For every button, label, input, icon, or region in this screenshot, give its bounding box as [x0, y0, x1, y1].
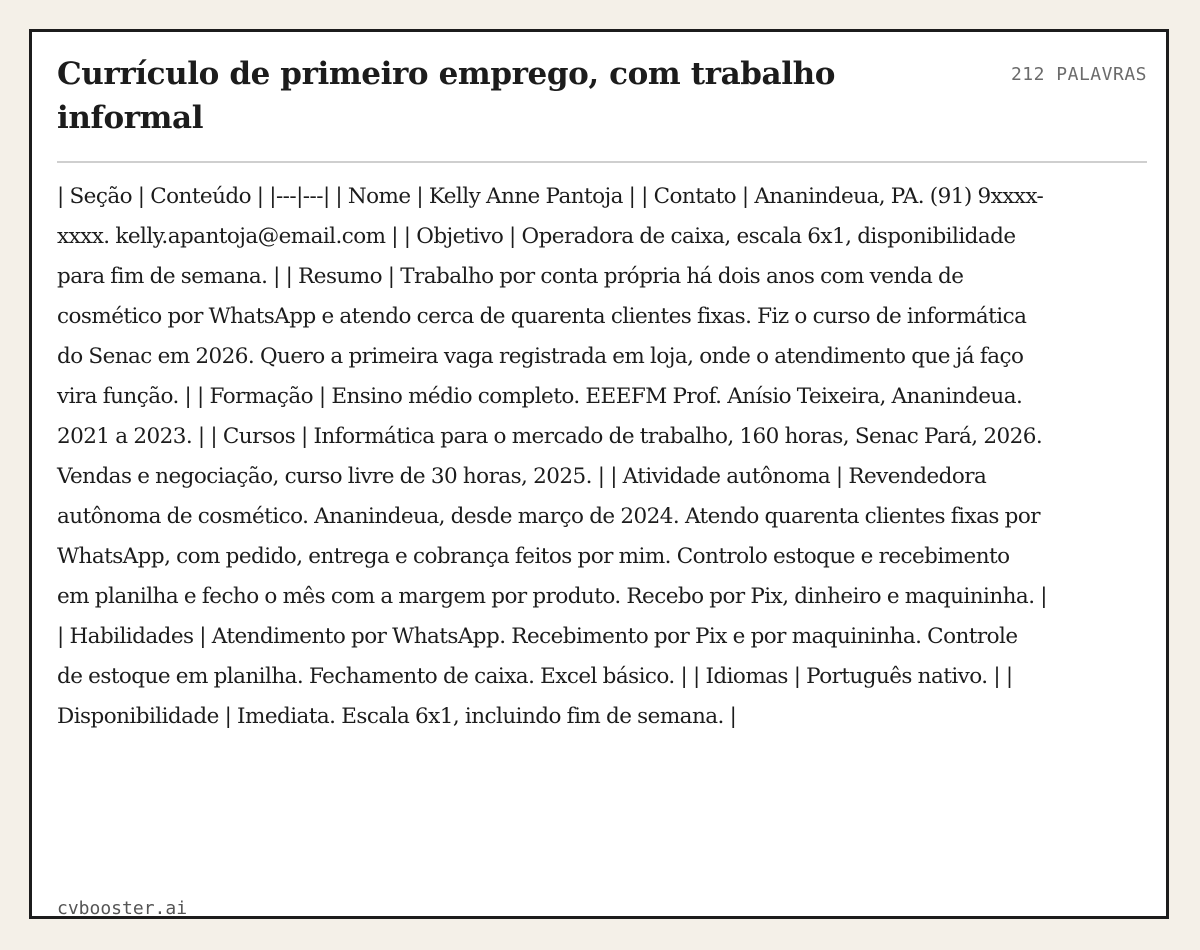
document-title: Currículo de primeiro emprego, com trabalho informal — [57, 56, 836, 136]
word-count-badge: 212 PALAVRAS — [1010, 64, 1147, 85]
footer-brand: cvbooster.ai — [57, 898, 188, 919]
header-divider — [57, 161, 1147, 163]
card-header — [57, 52, 1147, 140]
resume-card — [29, 29, 1169, 919]
document-body: | Seção | Conteúdo | |---|---| | Nome | Kelly Anne Pantoja | | Contato | Ananindeua, PA. (91) 9xxxx-xxxx. kelly.apantoja@email.com | | Objetivo | Operadora de caixa, escala 6x1, disponibilidade para fim de semana. | | Resumo | Trabalho por conta própria há dois anos com venda de cosmético por WhatsApp e atendo cerca de quarenta clientes fixas. Fiz o curso de informática do Senac em 2026. Quero a primeira vaga registrada em loja, onde o atendimento que já faço vira função. | | Formação | Ensino médio completo. EEEFM Prof. Anísio Teixeira, Ananindeua. 2021 a 2023. | | Cursos | Informática para o mercado de trabalho, 160 horas, Senac Pará, 2026. Vendas e negociação, curso livre de 30 horas, 2025. | | Atividade autônoma | Revendedora autônoma de cosmético. Ananindeua, desde março de 2024. Atendo quarenta clientes fixas por WhatsApp, com pedido, entrega e cobrança feitos por mim. Controlo estoque e recebimento em planilha e fecho o mês com a margem por produto. Recebo por Pix, dinheiro e maquininha. | | Habilidades | Atendimento por WhatsApp. Recebimento por Pix e por maquininha. Controle de estoque em planilha. Fechamento de caixa. Excel básico. | | Idiomas | Português nativo. | | Disponibilidade | Imediata. Escala 6x1, incluindo fim de semana. | — [57, 184, 1047, 729]
